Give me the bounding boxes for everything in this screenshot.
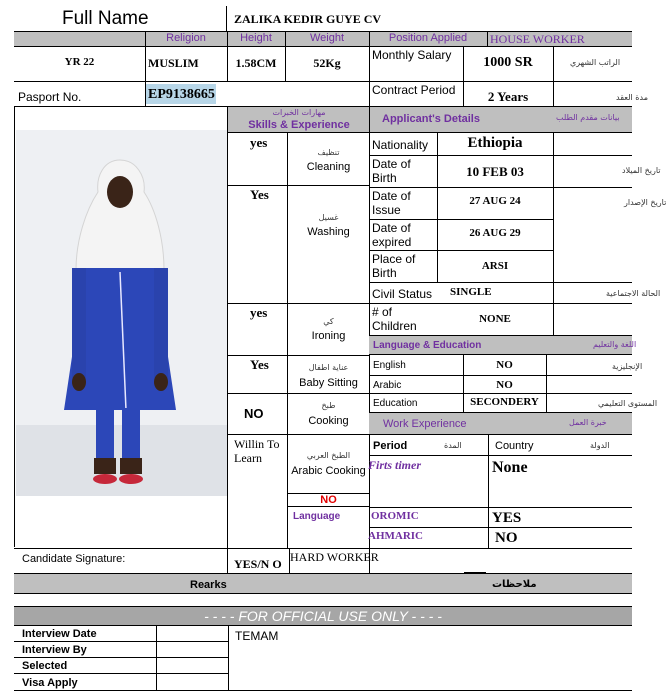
doi-ar: تاريخ الإصدار [624, 198, 666, 207]
pob-label: Place of Birth [372, 252, 416, 280]
doe-value: 26 AUG 29 [469, 227, 521, 239]
period-ar: المدة [444, 441, 462, 450]
yes-no-label: YES/N O [234, 557, 282, 571]
weight-label: Weight [309, 32, 345, 44]
english-label: English [373, 360, 406, 371]
civil-status-value: SINGLE [450, 286, 492, 298]
doi-value: 27 AUG 24 [469, 195, 521, 207]
skill-answer-cooking: NO [244, 406, 264, 421]
applicant-header-ar: بيانات مقدم الطلب [556, 113, 620, 122]
language-header [369, 336, 637, 355]
language-label: Language [293, 511, 341, 522]
dob-label: Date of Birth [372, 157, 411, 185]
divider [226, 6, 227, 32]
hard-worker: HARD WORKER [290, 550, 379, 564]
doe-label: Date of expired [372, 221, 412, 249]
religion-label: Religion [166, 32, 206, 44]
passport-label: Pasport No. [18, 90, 82, 104]
skill-answer-washing: Yes [250, 187, 269, 202]
skill-ar-cooking: طبخ [321, 401, 336, 410]
skill-answer-ironing: yes [250, 305, 268, 320]
official-row-visa-apply: Visa Apply [22, 677, 78, 689]
work-header-ar: خبرة العمل [569, 418, 607, 427]
full-name-label-cell [14, 6, 226, 32]
position-value: HOUSE WORKER [490, 32, 585, 46]
applicant-header [369, 107, 632, 133]
arabic-cooking-ar: الطبخ العربي [306, 451, 351, 460]
skills-header-ar: مهارات الخبرات [272, 108, 326, 117]
dob-value: 10 FEB 03 [466, 164, 524, 179]
candidate-photo [16, 130, 227, 496]
skill-ar-baby-sitting: عناية اطفال [308, 363, 349, 372]
religion-value: MUSLIM [148, 56, 199, 70]
monthly-salary-value: 1000 SR [483, 55, 533, 70]
skill-label-baby-sitting: Baby Sitting [299, 377, 358, 389]
skill-ar-ironing: كي [323, 317, 334, 326]
salary-ar: الراتب الشهري [570, 58, 621, 67]
skill-label-cleaning: Cleaning [306, 161, 351, 173]
official-header-label: - - - - FOR OFFICIAL USE ONLY - - - - [204, 608, 442, 624]
skills-header-label: Skills & Experience [248, 119, 350, 131]
nationality-value: Ethiopia [467, 135, 523, 151]
official-row-interview-by: Interview By [22, 644, 87, 656]
english-value: NO [496, 359, 513, 371]
remarks-ar: ملاحظات [492, 579, 537, 590]
ahmaric-label: AHMARIC [368, 530, 423, 542]
work-header-label: Work Experience [383, 418, 467, 430]
remarks-label: Rearks [190, 579, 227, 591]
skill-label-washing: Washing [307, 226, 350, 238]
language-header-ar: اللغة والتعليم [593, 340, 637, 349]
oromic-value: YES [492, 510, 522, 526]
skill-label-cooking: Cooking [308, 415, 349, 427]
arabic-value: NO [496, 379, 513, 391]
dob-ar: تاريخ الميلاد [622, 166, 661, 175]
skill-ar-washing: غسيل [318, 213, 339, 222]
children-value: NONE [479, 313, 511, 325]
contract-period-value: 2 Years [487, 89, 529, 104]
arabic-label: Arabic [373, 380, 402, 391]
signature-label: Candidate Signature: [22, 553, 126, 565]
full-name-value: ZALIKA KEDIR GUYE CV [234, 12, 382, 26]
remarks-bar [14, 573, 632, 594]
nationality-label: Nationality [372, 138, 429, 152]
full-name-label: Full Name [62, 8, 149, 29]
passport-value: EP9138665 [148, 87, 215, 102]
position-applied-label: Position Applied [388, 32, 468, 44]
skill-answer-baby-sitting: Yes [250, 357, 269, 372]
skill-ar-cleaning: تنظيف [317, 148, 340, 157]
arabic-cooking-label: Arabic Cooking [291, 465, 366, 477]
skill-answer-cleaning: yes [250, 135, 268, 150]
country-ar: الدولة [590, 441, 610, 450]
work-header [369, 413, 632, 435]
weight-value: 52Kg [313, 56, 341, 70]
english-ar: الإنجليزية [612, 362, 643, 371]
civil-status-label: Civil Status [372, 287, 433, 301]
contract-ar: مدة العقد [616, 93, 648, 102]
official-row-selected: Selected [22, 660, 68, 672]
language-header-label: Language & Education [373, 340, 482, 351]
applicant-header-label: Applicant's Details [382, 113, 480, 125]
arabic-cooking-answer: NO [320, 494, 337, 506]
oromic-label: OROMIC [371, 510, 419, 522]
country-value: None [492, 459, 528, 476]
civil-ar: الحالة الاجتماعية [606, 289, 661, 298]
monthly-salary-label: Monthly Salary [372, 48, 452, 62]
contract-period-label: Contract Period [372, 83, 456, 97]
education-value: SECONDERY [470, 396, 539, 408]
ahmaric-value: NO [495, 530, 518, 546]
education-label: Education [373, 398, 418, 409]
age-value: YR 22 [64, 56, 95, 68]
country-label: Country [495, 440, 534, 452]
official-row-interview-date: Interview Date [22, 628, 97, 640]
official-header [14, 606, 632, 625]
children-label: # of Children [372, 305, 417, 333]
period-label: Period [373, 440, 408, 452]
skills-header [227, 107, 369, 133]
agency-name: TEMAM [235, 629, 279, 643]
skill-label-ironing: Ironing [311, 330, 346, 342]
height-label: Height [240, 32, 272, 44]
height-value: 1.58CM [235, 56, 277, 70]
education-ar: المستوى التعليمي [598, 399, 658, 408]
first-timer: Firts timer [368, 458, 422, 472]
pob-value: ARSI [481, 260, 509, 272]
willing-to-learn: Willin To Learn [234, 437, 280, 465]
person-figure [16, 130, 227, 496]
official-table [14, 625, 632, 691]
doi-label: Date of Issue [372, 189, 411, 217]
